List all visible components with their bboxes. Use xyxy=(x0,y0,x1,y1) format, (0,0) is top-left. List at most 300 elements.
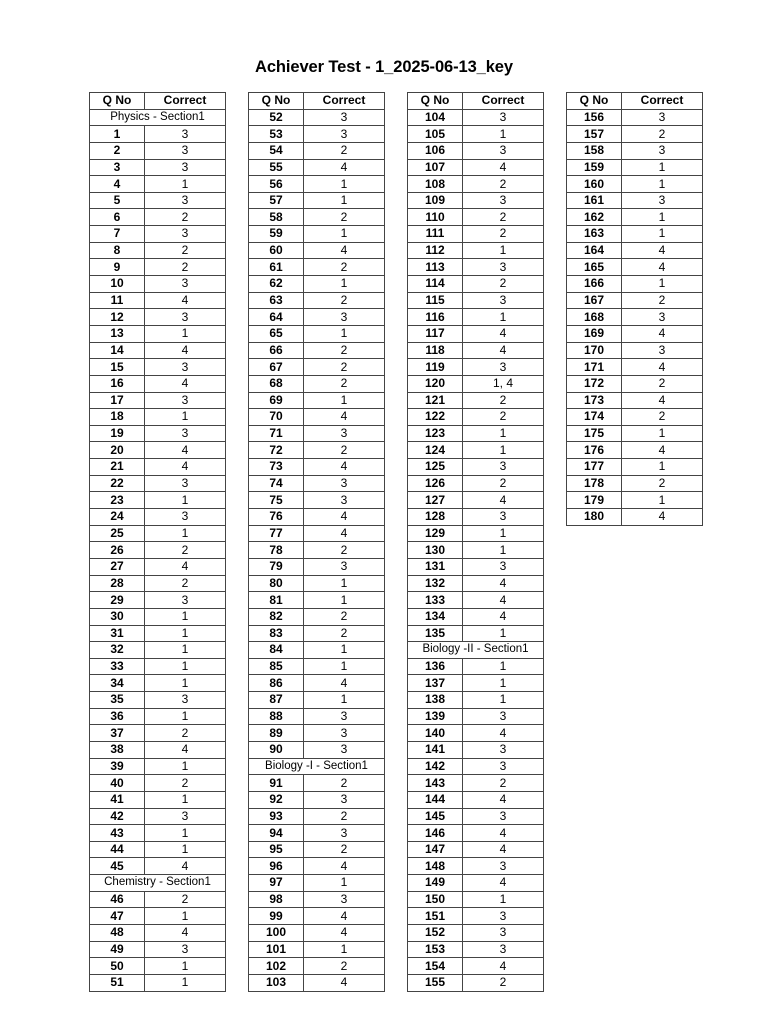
question-number: 133 xyxy=(408,592,463,609)
question-number: 88 xyxy=(249,708,304,725)
table-row xyxy=(408,192,544,209)
section-label: Biology -II - Section1 xyxy=(408,642,544,659)
question-number: 143 xyxy=(408,775,463,792)
question-number: 173 xyxy=(567,392,622,409)
table-row xyxy=(408,325,544,342)
correct-answer: 3 xyxy=(463,925,544,942)
question-number: 38 xyxy=(90,741,145,758)
question-number: 15 xyxy=(90,359,145,376)
question-number: 7 xyxy=(90,226,145,243)
table-row xyxy=(90,442,226,459)
correct-answer: 3 xyxy=(145,126,226,143)
table-row xyxy=(90,242,226,259)
correct-answer: 2 xyxy=(463,775,544,792)
question-number: 161 xyxy=(567,192,622,209)
table-row xyxy=(249,509,385,526)
question-number: 33 xyxy=(90,658,145,675)
table-row xyxy=(567,292,703,309)
table-row xyxy=(249,109,385,126)
table-row xyxy=(249,242,385,259)
question-number: 83 xyxy=(249,625,304,642)
table-row xyxy=(249,425,385,442)
correct-answer: 1 xyxy=(304,176,385,193)
correct-answer: 2 xyxy=(304,608,385,625)
table-row xyxy=(408,625,544,642)
correct-answer: 1 xyxy=(145,325,226,342)
correct-answer: 1 xyxy=(304,226,385,243)
question-number: 154 xyxy=(408,958,463,975)
table-row xyxy=(249,142,385,159)
correct-answer: 1 xyxy=(304,642,385,659)
correct-answer: 3 xyxy=(622,142,703,159)
table-row xyxy=(567,276,703,293)
table-row xyxy=(408,775,544,792)
correct-answer: 2 xyxy=(622,475,703,492)
q-no-header: Q No xyxy=(408,93,463,110)
correct-answer: 2 xyxy=(145,542,226,559)
table-row xyxy=(90,142,226,159)
correct-answer: 2 xyxy=(622,409,703,426)
correct-answer: 3 xyxy=(304,741,385,758)
table-row xyxy=(408,126,544,143)
question-number: 4 xyxy=(90,176,145,193)
correct-answer: 4 xyxy=(463,875,544,892)
question-number: 10 xyxy=(90,276,145,293)
question-number: 8 xyxy=(90,242,145,259)
question-number: 176 xyxy=(567,442,622,459)
question-number: 101 xyxy=(249,941,304,958)
correct-answer: 4 xyxy=(622,442,703,459)
table-row xyxy=(408,176,544,193)
correct-answer: 4 xyxy=(145,925,226,942)
correct-answer: 2 xyxy=(304,442,385,459)
correct-answer: 3 xyxy=(622,109,703,126)
correct-header: Correct xyxy=(145,93,226,110)
correct-answer: 4 xyxy=(463,342,544,359)
question-number: 129 xyxy=(408,525,463,542)
correct-answer: 4 xyxy=(463,841,544,858)
table-row xyxy=(408,825,544,842)
correct-answer: 3 xyxy=(304,126,385,143)
correct-answer: 3 xyxy=(145,276,226,293)
question-number: 79 xyxy=(249,558,304,575)
question-number: 40 xyxy=(90,775,145,792)
question-number: 47 xyxy=(90,908,145,925)
table-row xyxy=(408,675,544,692)
correct-answer: 1 xyxy=(463,425,544,442)
question-number: 102 xyxy=(249,958,304,975)
table-row xyxy=(408,409,544,426)
table-row xyxy=(90,292,226,309)
correct-answer: 3 xyxy=(463,741,544,758)
table-row xyxy=(249,542,385,559)
correct-answer: 3 xyxy=(463,359,544,376)
question-number: 132 xyxy=(408,575,463,592)
correct-answer: 2 xyxy=(145,259,226,276)
question-number: 27 xyxy=(90,558,145,575)
question-number: 77 xyxy=(249,525,304,542)
correct-answer: 2 xyxy=(463,475,544,492)
table-row xyxy=(408,908,544,925)
table-row xyxy=(567,359,703,376)
table-row xyxy=(408,875,544,892)
question-number: 164 xyxy=(567,242,622,259)
section-label: Chemistry - Section1 xyxy=(90,875,226,892)
correct-answer: 3 xyxy=(304,708,385,725)
table-row xyxy=(90,509,226,526)
table-row xyxy=(567,392,703,409)
table-row xyxy=(567,142,703,159)
table-row xyxy=(408,209,544,226)
correct-answer: 1 xyxy=(622,492,703,509)
correct-answer: 3 xyxy=(304,425,385,442)
table-row xyxy=(249,309,385,326)
correct-answer: 1 xyxy=(145,176,226,193)
question-number: 134 xyxy=(408,608,463,625)
correct-answer: 4 xyxy=(463,791,544,808)
question-number: 169 xyxy=(567,325,622,342)
table-row xyxy=(408,841,544,858)
table-row xyxy=(567,159,703,176)
table-row xyxy=(567,425,703,442)
question-number: 138 xyxy=(408,692,463,709)
question-number: 128 xyxy=(408,509,463,526)
question-number: 1 xyxy=(90,126,145,143)
correct-answer: 2 xyxy=(463,974,544,991)
table-header-row xyxy=(249,93,385,110)
question-number: 34 xyxy=(90,675,145,692)
answer-key-table-2 xyxy=(248,92,385,992)
question-number: 74 xyxy=(249,475,304,492)
table-row xyxy=(408,292,544,309)
question-number: 66 xyxy=(249,342,304,359)
correct-answer: 2 xyxy=(145,891,226,908)
table-row xyxy=(90,226,226,243)
table-row xyxy=(408,741,544,758)
correct-answer: 2 xyxy=(304,292,385,309)
table-row xyxy=(408,226,544,243)
question-number: 45 xyxy=(90,858,145,875)
question-number: 125 xyxy=(408,459,463,476)
question-number: 114 xyxy=(408,276,463,293)
question-number: 71 xyxy=(249,425,304,442)
table-row xyxy=(249,226,385,243)
question-number: 37 xyxy=(90,725,145,742)
table-row xyxy=(408,309,544,326)
correct-answer: 1 xyxy=(304,575,385,592)
question-number: 62 xyxy=(249,276,304,293)
table-row xyxy=(408,542,544,559)
correct-answer: 4 xyxy=(304,675,385,692)
question-number: 155 xyxy=(408,974,463,991)
question-number: 137 xyxy=(408,675,463,692)
table-row xyxy=(90,808,226,825)
table-header-row xyxy=(567,93,703,110)
correct-answer: 2 xyxy=(304,342,385,359)
table-row xyxy=(408,425,544,442)
question-number: 90 xyxy=(249,741,304,758)
table-row xyxy=(249,592,385,609)
question-number: 140 xyxy=(408,725,463,742)
correct-answer: 2 xyxy=(304,375,385,392)
question-number: 63 xyxy=(249,292,304,309)
question-number: 82 xyxy=(249,608,304,625)
question-number: 156 xyxy=(567,109,622,126)
question-number: 39 xyxy=(90,758,145,775)
correct-answer: 2 xyxy=(304,775,385,792)
question-number: 147 xyxy=(408,841,463,858)
table-row xyxy=(90,625,226,642)
question-number: 148 xyxy=(408,858,463,875)
correct-answer: 2 xyxy=(622,292,703,309)
table-row xyxy=(408,475,544,492)
table-row xyxy=(249,825,385,842)
question-number: 48 xyxy=(90,925,145,942)
correct-answer: 1 xyxy=(145,791,226,808)
table-row xyxy=(90,925,226,942)
table-row xyxy=(567,442,703,459)
question-number: 103 xyxy=(249,974,304,991)
question-number: 131 xyxy=(408,558,463,575)
table-row xyxy=(567,475,703,492)
table-row xyxy=(90,775,226,792)
q-no-header: Q No xyxy=(567,93,622,110)
question-number: 144 xyxy=(408,791,463,808)
table-row xyxy=(249,941,385,958)
correct-answer: 3 xyxy=(463,109,544,126)
table-row xyxy=(90,492,226,509)
table-row xyxy=(249,891,385,908)
question-number: 108 xyxy=(408,176,463,193)
table-row xyxy=(90,758,226,775)
question-number: 170 xyxy=(567,342,622,359)
correct-answer: 1 xyxy=(145,841,226,858)
correct-answer: 3 xyxy=(145,392,226,409)
correct-answer: 1 xyxy=(304,276,385,293)
correct-answer: 3 xyxy=(622,342,703,359)
question-number: 65 xyxy=(249,325,304,342)
correct-answer: 3 xyxy=(463,808,544,825)
table-row xyxy=(90,908,226,925)
table-row xyxy=(249,658,385,675)
correct-answer: 3 xyxy=(463,509,544,526)
table-row xyxy=(567,509,703,526)
question-number: 36 xyxy=(90,708,145,725)
table-row xyxy=(249,974,385,991)
question-number: 113 xyxy=(408,259,463,276)
correct-answer: 3 xyxy=(463,192,544,209)
question-number: 42 xyxy=(90,808,145,825)
question-number: 146 xyxy=(408,825,463,842)
section-header-row xyxy=(249,758,385,775)
question-number: 120 xyxy=(408,375,463,392)
correct-answer: 1 xyxy=(145,708,226,725)
table-row xyxy=(249,808,385,825)
correct-answer: 3 xyxy=(145,509,226,526)
correct-answer: 3 xyxy=(304,309,385,326)
question-number: 60 xyxy=(249,242,304,259)
correct-answer: 3 xyxy=(622,309,703,326)
question-number: 11 xyxy=(90,292,145,309)
correct-answer: 1 xyxy=(622,209,703,226)
correct-answer: 1 xyxy=(145,608,226,625)
table-row xyxy=(408,758,544,775)
question-number: 95 xyxy=(249,841,304,858)
correct-answer: 4 xyxy=(304,858,385,875)
table-row xyxy=(249,492,385,509)
question-number: 52 xyxy=(249,109,304,126)
table-row xyxy=(249,342,385,359)
question-number: 55 xyxy=(249,159,304,176)
question-number: 53 xyxy=(249,126,304,143)
question-number: 35 xyxy=(90,692,145,709)
table-row xyxy=(249,875,385,892)
correct-answer: 1 xyxy=(145,675,226,692)
table-row xyxy=(408,791,544,808)
correct-answer: 2 xyxy=(463,276,544,293)
correct-answer: 3 xyxy=(463,142,544,159)
question-number: 177 xyxy=(567,459,622,476)
question-number: 99 xyxy=(249,908,304,925)
correct-answer: 3 xyxy=(463,259,544,276)
correct-answer: 2 xyxy=(304,808,385,825)
question-number: 68 xyxy=(249,375,304,392)
table-row xyxy=(567,409,703,426)
question-number: 124 xyxy=(408,442,463,459)
table-row xyxy=(249,625,385,642)
q-no-header: Q No xyxy=(249,93,304,110)
question-number: 23 xyxy=(90,492,145,509)
correct-answer: 1 xyxy=(145,958,226,975)
table-row xyxy=(90,159,226,176)
table-header-row xyxy=(408,93,544,110)
table-row xyxy=(249,925,385,942)
question-number: 94 xyxy=(249,825,304,842)
table-row xyxy=(90,459,226,476)
correct-answer: 1 xyxy=(145,525,226,542)
table-row xyxy=(90,176,226,193)
question-number: 91 xyxy=(249,775,304,792)
correct-answer: 4 xyxy=(463,608,544,625)
question-number: 73 xyxy=(249,459,304,476)
question-number: 139 xyxy=(408,708,463,725)
correct-answer: 2 xyxy=(304,542,385,559)
question-number: 51 xyxy=(90,974,145,991)
table-row xyxy=(567,126,703,143)
correct-answer: 1, 4 xyxy=(463,375,544,392)
section-label: Physics - Section1 xyxy=(90,109,226,126)
correct-answer: 3 xyxy=(304,791,385,808)
question-number: 3 xyxy=(90,159,145,176)
table-row xyxy=(90,658,226,675)
table-row xyxy=(249,675,385,692)
table-row xyxy=(90,642,226,659)
question-number: 96 xyxy=(249,858,304,875)
question-number: 168 xyxy=(567,309,622,326)
question-number: 174 xyxy=(567,409,622,426)
question-number: 127 xyxy=(408,492,463,509)
correct-answer: 1 xyxy=(463,242,544,259)
table-row xyxy=(90,392,226,409)
question-number: 92 xyxy=(249,791,304,808)
correct-answer: 4 xyxy=(463,592,544,609)
table-row xyxy=(249,908,385,925)
question-number: 100 xyxy=(249,925,304,942)
table-row xyxy=(408,442,544,459)
question-number: 163 xyxy=(567,226,622,243)
table-row xyxy=(90,958,226,975)
correct-answer: 4 xyxy=(463,575,544,592)
question-number: 84 xyxy=(249,642,304,659)
table-row xyxy=(90,209,226,226)
question-number: 16 xyxy=(90,375,145,392)
correct-answer: 3 xyxy=(145,808,226,825)
question-number: 5 xyxy=(90,192,145,209)
table-row xyxy=(567,109,703,126)
question-number: 67 xyxy=(249,359,304,376)
question-number: 97 xyxy=(249,875,304,892)
question-number: 118 xyxy=(408,342,463,359)
correct-answer: 3 xyxy=(304,492,385,509)
correct-answer: 3 xyxy=(145,692,226,709)
question-number: 172 xyxy=(567,375,622,392)
correct-answer: 1 xyxy=(463,675,544,692)
table-row xyxy=(408,692,544,709)
correct-answer: 3 xyxy=(304,891,385,908)
table-row xyxy=(249,375,385,392)
table-row xyxy=(408,159,544,176)
table-row xyxy=(249,359,385,376)
table-row xyxy=(249,126,385,143)
table-row xyxy=(567,259,703,276)
question-number: 158 xyxy=(567,142,622,159)
table-row xyxy=(90,375,226,392)
question-number: 25 xyxy=(90,525,145,542)
table-row xyxy=(90,126,226,143)
correct-answer: 1 xyxy=(304,325,385,342)
table-row xyxy=(408,375,544,392)
answer-key-table-1 xyxy=(89,92,226,992)
question-number: 85 xyxy=(249,658,304,675)
table-row xyxy=(567,492,703,509)
question-number: 78 xyxy=(249,542,304,559)
correct-answer: 3 xyxy=(463,908,544,925)
correct-answer: 1 xyxy=(463,891,544,908)
table-row xyxy=(90,359,226,376)
correct-answer: 4 xyxy=(463,958,544,975)
table-row xyxy=(408,725,544,742)
question-number: 157 xyxy=(567,126,622,143)
correct-answer: 3 xyxy=(463,558,544,575)
section-header-row xyxy=(90,875,226,892)
correct-answer: 3 xyxy=(304,475,385,492)
question-number: 93 xyxy=(249,808,304,825)
correct-answer: 4 xyxy=(304,525,385,542)
correct-answer: 1 xyxy=(304,692,385,709)
table-row xyxy=(90,325,226,342)
question-number: 14 xyxy=(90,342,145,359)
table-row xyxy=(567,309,703,326)
correct-answer: 1 xyxy=(463,542,544,559)
correct-answer: 4 xyxy=(304,159,385,176)
table-row xyxy=(249,725,385,742)
question-number: 80 xyxy=(249,575,304,592)
question-number: 58 xyxy=(249,209,304,226)
correct-answer: 3 xyxy=(145,226,226,243)
question-number: 76 xyxy=(249,509,304,526)
question-number: 111 xyxy=(408,226,463,243)
correct-answer: 4 xyxy=(145,459,226,476)
